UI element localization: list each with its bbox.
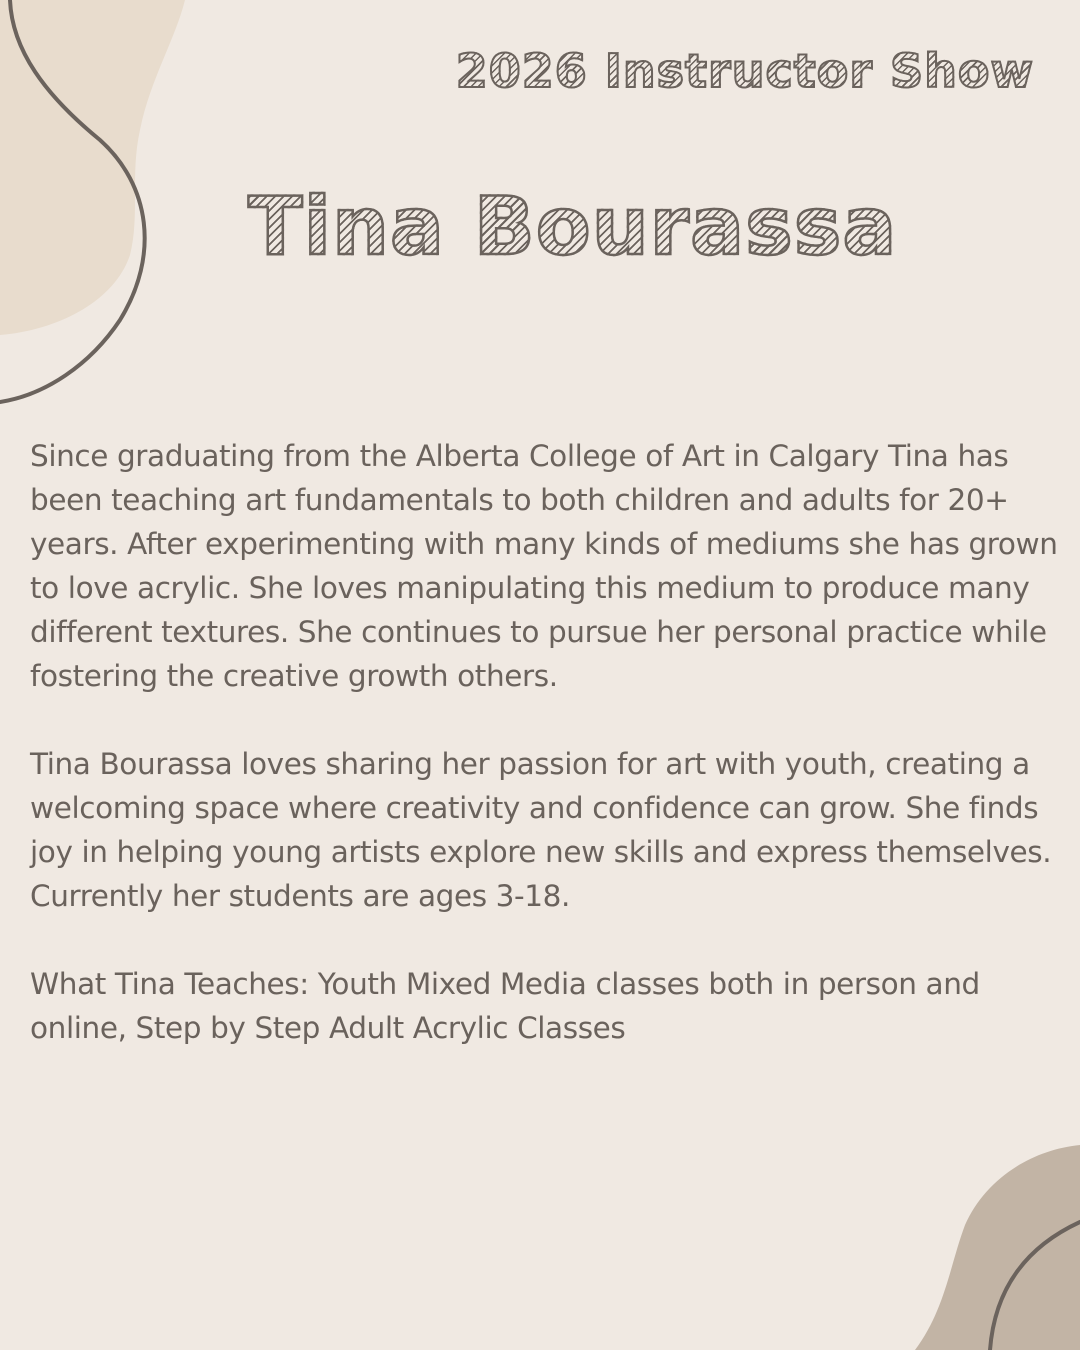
top-left-blob	[0, 0, 185, 335]
bio-paragraph-classes: What Tina Teaches: Youth Mixed Media classes both in person and online, Step by Step Adult Acrylic Classes	[30, 967, 980, 1045]
instructor-bio	[30, 434, 1065, 1094]
event-title: 2026 Instructor Show	[455, 44, 1034, 98]
bio-paragraph-youth: Tina Bourassa loves sharing her passion for art with youth, creating a welcoming space where creativity and confidence can grow. She finds joy in helping young artists explore new skills and express themselves. Currently her students are ages 3-18.	[30, 747, 1052, 913]
bio-paragraph-background: Since graduating from the Alberta College of Art in Calgary Tina has been teaching art fundamentals to both children and adults for 20+ years. After experimenting with many kinds of mediums she has grown to love acrylic. She loves manipulating this medium to produce many different textures. She continues to pursue her personal practice while fostering the creative growth others.	[30, 439, 1058, 693]
bottom-right-blob	[915, 1145, 1080, 1350]
instructor-name: Tina Bourassa	[248, 180, 898, 273]
